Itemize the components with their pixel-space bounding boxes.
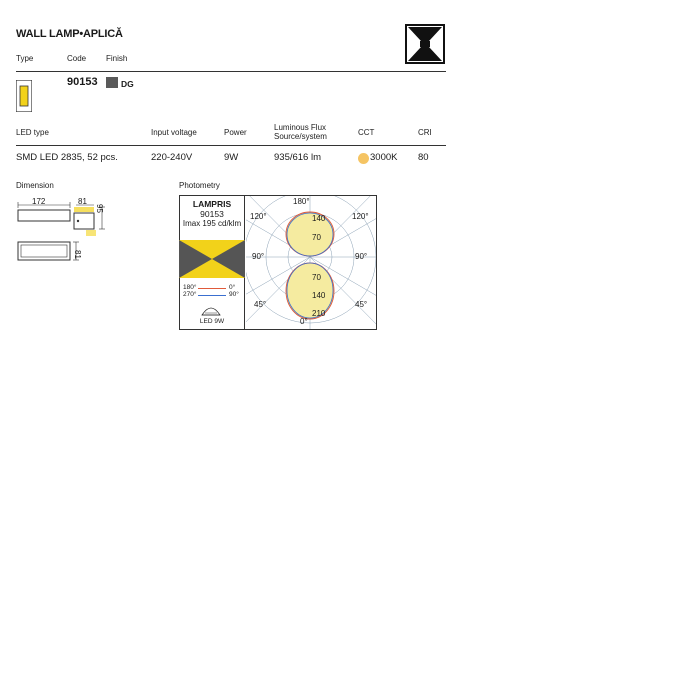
product-code: 90153 xyxy=(67,76,98,88)
wall-lamp-up-down-icon xyxy=(16,80,32,112)
photometry-label: Photometry xyxy=(179,181,220,190)
wall-mount-up-down-icon xyxy=(405,24,445,64)
legend-c0-180-left: 180° xyxy=(183,284,197,291)
finish-code: DG xyxy=(121,79,134,89)
legend-c90-270-line xyxy=(198,295,226,296)
luminous-flux-header: Luminous Flux xyxy=(274,123,327,132)
angle-120-left-label: 120° xyxy=(250,212,267,221)
cri-value: 80 xyxy=(418,152,429,163)
dimension-drawing xyxy=(14,196,124,268)
power-header: Power xyxy=(224,128,247,137)
finish-column-header: Finish xyxy=(106,54,128,63)
power-value: 9W xyxy=(224,152,239,163)
dimension-width: 172 xyxy=(32,197,46,206)
angle-0-label: 0° xyxy=(300,317,308,326)
input-voltage-value: 220-240V xyxy=(151,152,193,163)
angle-120-right-label: 120° xyxy=(352,212,369,221)
header-divider xyxy=(16,71,446,72)
legend-c0-180-right: 0° xyxy=(229,284,236,291)
angle-45-left-label: 45° xyxy=(254,300,267,309)
ring-70-lower-label: 70 xyxy=(312,273,321,282)
ring-210-lower-label: 210 xyxy=(312,309,326,318)
cri-header: CRI xyxy=(418,128,432,137)
ring-140-lower-label: 140 xyxy=(312,291,326,300)
dimension-label: Dimension xyxy=(16,181,54,190)
code-column-header: Code xyxy=(67,54,87,63)
finish-swatch xyxy=(106,77,118,88)
dimension-side-height: 95 xyxy=(95,204,104,213)
led-type-header: LED type xyxy=(16,128,49,137)
led-type-value: SMD LED 2835, 52 pcs. xyxy=(16,152,118,163)
photometry-brand: LAMPRIS xyxy=(192,199,232,209)
legend-c90-270-left: 270° xyxy=(183,291,197,298)
angle-90-left-label: 90° xyxy=(252,252,265,261)
type-column-header: Type xyxy=(16,54,34,63)
cct-header: CCT xyxy=(358,128,375,137)
specs-divider xyxy=(16,145,446,146)
dimension-depth: 81 xyxy=(78,197,87,206)
input-voltage-header: Input voltage xyxy=(151,128,197,137)
cct-color-dot xyxy=(358,153,369,164)
legend-c0-180-line xyxy=(198,288,226,289)
angle-90-right-label: 90° xyxy=(355,252,368,261)
angle-180-label: 180° xyxy=(293,197,310,206)
product-title: WALL LAMP•APLICĂ xyxy=(16,28,123,40)
photometry-code: 90153 xyxy=(200,209,224,219)
photometry-imax: Imax 195 cd/klm xyxy=(182,219,242,228)
lamp-label: LED 9W xyxy=(199,318,225,325)
cct-value: 3000K xyxy=(370,152,398,163)
dimension-front-height: 81 xyxy=(73,250,82,259)
ring-70-upper-label: 70 xyxy=(312,233,321,242)
ring-140-upper-label: 140 xyxy=(312,214,326,223)
luminous-flux-value: 935/616 lm xyxy=(274,152,322,163)
beam-distribution-icon xyxy=(179,240,245,278)
angle-45-right-label: 45° xyxy=(355,300,368,309)
lamp-icon xyxy=(200,303,222,317)
legend-c90-270-right: 90° xyxy=(229,291,239,298)
source-system-header: Source/system xyxy=(274,132,327,141)
